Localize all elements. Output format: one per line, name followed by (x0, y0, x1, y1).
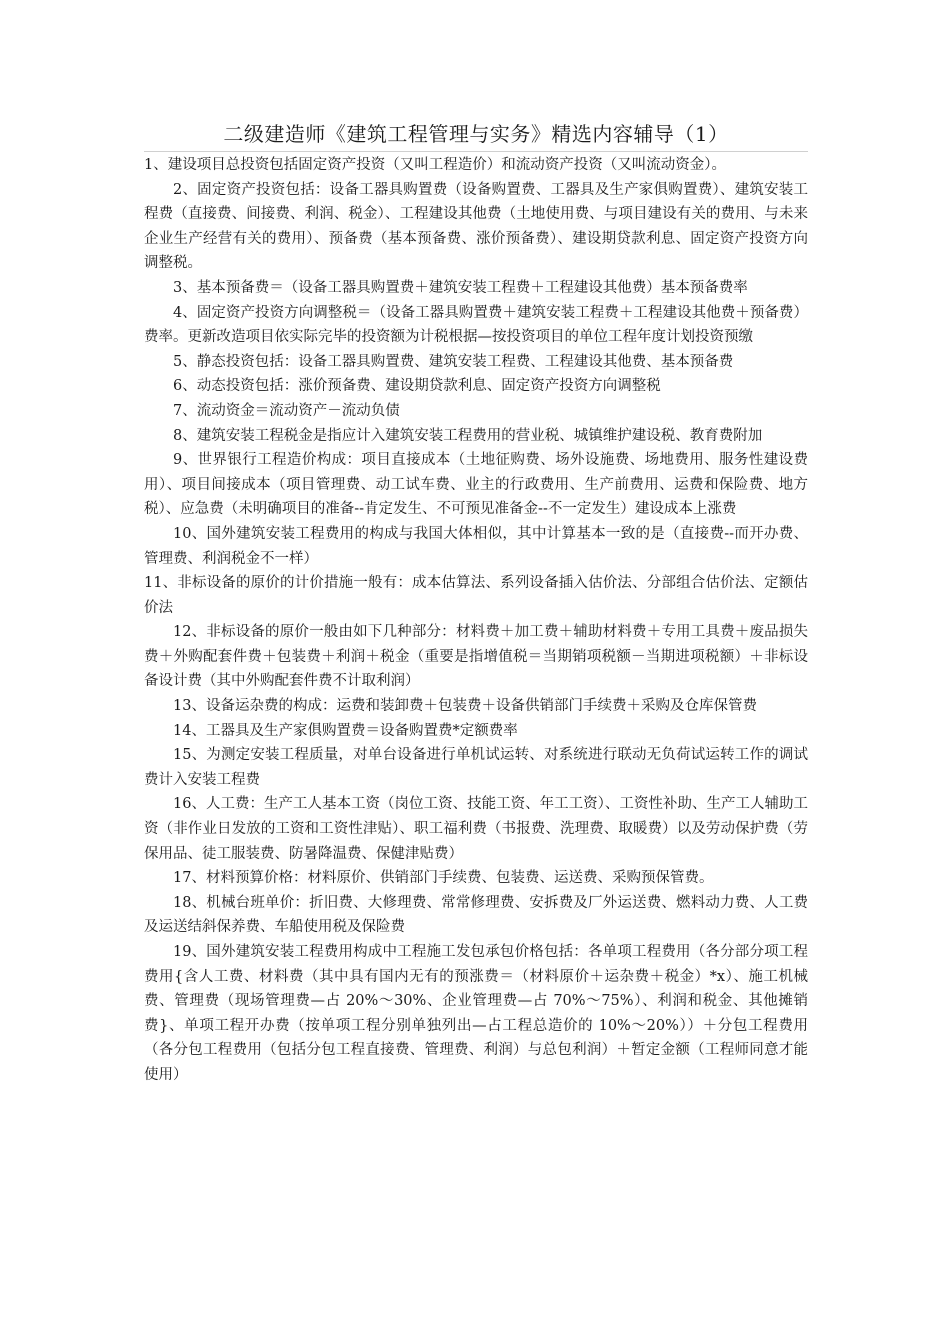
document-body (144, 153, 808, 1088)
paragraph-17: 17、材料预算价格：材料原价、供销部门手续费、包装费、运送费、采购预保管费。 (173, 870, 714, 887)
paragraph-1: 1、建设项目总投资包括固定资产投资（又叫工程造价）和流动资产投资（又叫流动资金）。 (144, 157, 726, 173)
paragraph-5: 5、静态投资包括：设备工器具购置费、建筑安装工程费、工程建设其他费、基本预备费 (173, 353, 734, 370)
paragraph-6: 6、动态投资包括：涨价预备费、建设期贷款利息、固定资产投资方向调整税 (173, 378, 661, 395)
paragraph-8: 8、建筑安装工程税金是指应计入建筑安装工程费用的营业税、城镇维护建设税、教育费附加 (173, 427, 763, 444)
paragraph-3: 3、基本预备费＝（设备工器具购置费＋建筑安装工程费＋工程建设其他费）基本预备费率 (173, 279, 748, 296)
paragraph-13: 13、设备运杂费的构成：运费和装卸费＋包装费＋设备供销部门手续费＋采购及仓库保管费 (173, 698, 757, 715)
paragraph-12: 12、非标设备的原价一般由如下几种部分：材料费＋加工费＋辅助材料费＋专用工具费＋废品损失费＋外购配套件费＋包装费＋利润＋税金（重要是指增值税＝当期销项税额－当期进项税额）＋非标设备设计费（其中外购配套件费不计取利润） (144, 624, 808, 690)
document-title: 二级建造师《建筑工程管理与实务》精选内容辅导（1） (144, 118, 808, 152)
paragraph-10: 10、国外建筑安装工程费用的构成与我国大体相似，其中计算基本一致的是（直接费--而开办费、管理费、利润税金不一样） (144, 525, 808, 567)
paragraph-4: 4、固定资产投资方向调整税＝（设备工器具购置费＋建筑安装工程费＋工程建设其他费＋预备费）费率。更新改造项目依实际完毕的投资额为计税根据—按投资项目的单位工程年度计划投资预缴 (144, 304, 808, 346)
paragraph-18: 18、机械台班单价：折旧费、大修理费、常常修理费、安拆费及厂外运送费、燃料动力费、人工费及运送结斜保养费、车船使用税及保险费 (144, 894, 808, 936)
paragraph-2: 2、固定资产投资包括：设备工器具购置费（设备购置费、工器具及生产家俱购置费）、建筑安装工程费（直接费、间接费、利润、税金）、工程建设其他费（土地使用费、与项目建设有关的费用、与未来企业生产经营有关的费用）、预备费（基本预备费、涨价预备费）、建设期贷款利息、固定资产投资方向调整税。 (144, 181, 808, 272)
paragraph-14: 14、工器具及生产家俱购置费＝设备购置费*定额费率 (173, 722, 518, 739)
paragraph-11: 11、非标设备的原价的计价措施一般有：成本估算法、系列设备插入估价法、分部组合估价法、定额估价法 (144, 575, 808, 616)
document-page (144, 118, 808, 1088)
paragraph-19: 19、国外建筑安装工程费用构成中工程施工发包承包价格包括：各单项工程费用（各分部分项工程费用{含人工费、材料费（其中具有国内无有的预涨费＝（材料原价＋运杂费＋税金）*x）、施工机械费、管理费（现场管理费—占 20%～30%、企业管理费—占 70%～75%）、利润和税金、其他摊销费}、单项工程开办费（按单项工程分别单独列出—占工程总造价的 10%～20%））＋分包工程费用（各分包工程费用（包括分包工程直接费、管理费、利润）与总包利润）＋暂定金额（工程师同意才能使用） (144, 944, 808, 1083)
paragraph-16: 16、人工费：生产工人基本工资（岗位工资、技能工资、年工工资）、工资性补助、生产工人辅助工资（非作业日发放的工资和工资性津贴）、职工福利费（书报费、洗理费、取暖费）以及劳动保护费（劳保用品、徒工服装费、防暑降温费、保健津贴费） (144, 796, 808, 862)
paragraph-7: 7、流动资金＝流动资产－流动负债 (173, 402, 400, 419)
paragraph-15: 15、为测定安装工程质量，对单台设备进行单机试运转、对系统进行联动无负荷试运转工作的调试费计入安装工程费 (144, 747, 808, 788)
paragraph-9: 9、世界银行工程造价构成：项目直接成本（土地征购费、场外设施费、场地费用、服务性建设费用）、项目间接成本（项目管理费、动工试车费、业主的行政费用、生产前费用、运费和保险费、地方税）、应急费（未明确项目的准备--肯定发生、不可预见准备金--不一定发生）建设成本上涨费 (144, 452, 808, 518)
